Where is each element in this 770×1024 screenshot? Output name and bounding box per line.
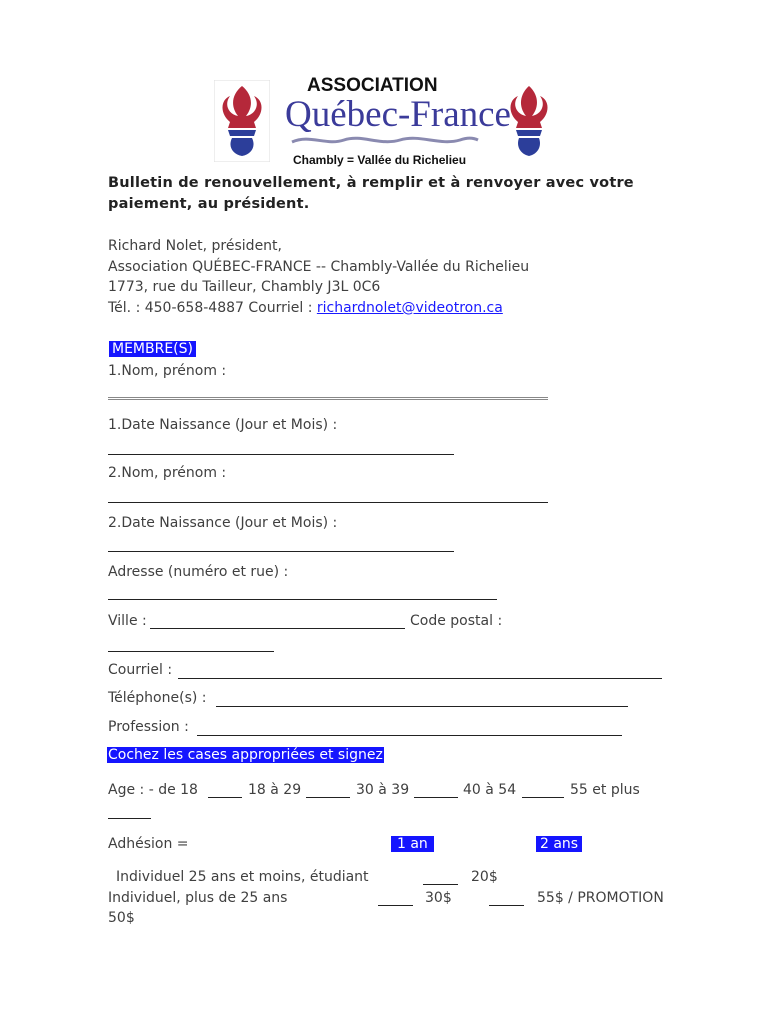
contact-email-link[interactable]: richardnolet@videotron.ca (316, 300, 503, 316)
row-1-label: Individuel 25 ans et moins, étudiant (116, 869, 369, 885)
contact-org: Association QUÉBEC-FRANCE -- Chambly-Vallée du Richelieu (108, 259, 530, 275)
phone-line[interactable] (216, 706, 628, 707)
fleur-de-lis-left-icon (214, 80, 270, 162)
age-18-29-label: 18 à 29 (248, 782, 302, 798)
members-header: MEMBRE(S) (109, 341, 196, 357)
age-30-39-line[interactable] (414, 797, 458, 798)
address-label: Adresse (numéro et rue) : (108, 564, 289, 580)
dob-2-label: 2.Date Naissance (Jour et Mois) : (108, 515, 338, 531)
postal-line[interactable] (108, 651, 274, 652)
contact-tel-line (108, 300, 503, 316)
two-years-header: 2 ans (536, 836, 582, 852)
city-line[interactable] (150, 628, 405, 629)
phone-label: Téléphone(s) : (108, 690, 207, 706)
age-55-plus-line[interactable] (108, 818, 151, 819)
fleur-de-lis-right-icon (504, 80, 554, 160)
profession-label: Profession : (108, 719, 189, 735)
logo-subtitle-text: Chambly = Vallée du Richelieu (293, 153, 467, 167)
row-1-line[interactable] (423, 884, 458, 885)
checks-header: Cochez les cases appropriées et signez (108, 747, 383, 763)
age-30-39-label: 30 à 39 (356, 782, 410, 798)
dob-2-line[interactable] (108, 551, 454, 552)
row-1-price: 20$ (471, 869, 498, 885)
name-1-line[interactable] (108, 397, 548, 400)
association-logo (210, 60, 560, 172)
intro-line-2: paiement, au président. (108, 196, 310, 212)
row-2-line-1[interactable] (378, 905, 413, 906)
intro-line-1: Bulletin de renouvellement, à remplir et à renvoyer avec votre (108, 175, 634, 191)
age-under-18-label: Age : - de 18 (108, 782, 198, 798)
city-label: Ville : (108, 613, 147, 629)
one-year-header: 1 an (391, 836, 434, 852)
address-line[interactable] (108, 599, 497, 600)
email-line[interactable] (178, 678, 662, 679)
email-label: Courriel : (108, 662, 173, 678)
name-2-label: 2.Nom, prénom : (108, 465, 227, 481)
dob-1-label: 1.Date Naissance (Jour et Mois) : (108, 417, 338, 433)
row-2-price-2: 55$ / PROMOTION (537, 890, 664, 906)
age-under-18-line[interactable] (208, 797, 242, 798)
age-55-plus-label: 55 et plus (570, 782, 640, 798)
contact-name: Richard Nolet, président, (108, 238, 282, 254)
contact-tel-label: Tél. : 450-658-4887 Courriel : (108, 300, 317, 316)
age-40-54-label: 40 à 54 (463, 782, 517, 798)
postal-label: Code postal : (410, 613, 503, 629)
age-40-54-line[interactable] (522, 797, 564, 798)
age-18-29-line[interactable] (306, 797, 350, 798)
row-2-label: Individuel, plus de 25 ans (108, 890, 288, 906)
logo-wave-icon (290, 132, 480, 148)
name-2-line[interactable] (108, 502, 548, 503)
logo-association-text: ASSOCIATION (307, 75, 438, 96)
row-2-continuation: 50$ (108, 910, 135, 926)
logo-quebec-france-text: Québec-France (285, 94, 511, 135)
contact-address: 1773, rue du Tailleur, Chambly J3L 0C6 (108, 279, 381, 295)
profession-line[interactable] (197, 735, 622, 736)
dob-1-line[interactable] (108, 454, 454, 455)
membership-label: Adhésion = (108, 836, 189, 852)
row-2-line-2[interactable] (489, 905, 524, 906)
row-2-price-1: 30$ (425, 890, 452, 906)
name-1-label: 1.Nom, prénom : (108, 363, 227, 379)
